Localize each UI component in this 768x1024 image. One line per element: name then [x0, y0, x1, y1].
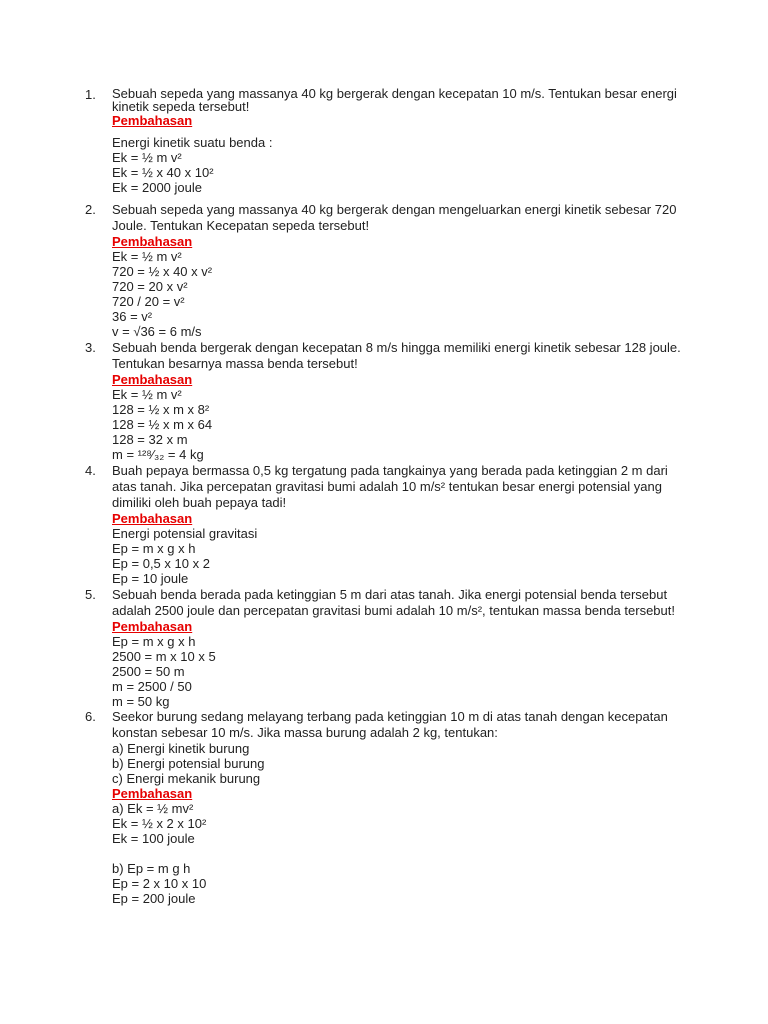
problem-6 — [85, 709, 685, 906]
solution-line: a) Ek = ½ mv² — [112, 801, 194, 816]
problem-number: 4. — [85, 463, 96, 478]
problem-number: 3. — [85, 340, 96, 355]
solution-line: 128 = ½ x m x 64 — [112, 417, 213, 432]
solution-line: Ep = m x g x h — [112, 634, 196, 649]
question-text: Sebuah sepeda yang massanya 40 kg bergerak dengan mengeluarkan energi kinetik sebesar 720 Joule. Tentukan Kecepatan sepeda tersebut! — [112, 202, 677, 233]
solution-line: m = ¹²⁸⁄₃₂ = 4 kg — [112, 447, 204, 462]
problem-number: 1. — [85, 87, 96, 102]
solution-line: 720 / 20 = v² — [112, 294, 185, 309]
subquestion: c) Energi mekanik burung — [112, 771, 261, 786]
solution-line: Ep = 0,5 x 10 x 2 — [112, 556, 210, 571]
solution-line: 2500 = m x 10 x 5 — [112, 649, 216, 664]
solution-line: Ek = ½ m v² — [112, 150, 182, 165]
subquestion: a) Energi kinetik burung — [112, 741, 250, 756]
problem-3 — [85, 340, 685, 462]
solution-line: 720 = 20 x v² — [112, 279, 188, 294]
answer-label: Pembahasan — [112, 619, 193, 634]
solution-line: Energi kinetik suatu benda : — [112, 135, 273, 150]
solution-line: Ep = m x g x h — [112, 541, 196, 556]
question-text: Sebuah benda berada pada ketinggian 5 m dari atas tanah. Jika energi potensial benda tersebut adalah 2500 joule dan percepatan gravitasi bumi adalah 10 m/s², tentukan massa benda tersebut! — [112, 587, 675, 618]
answer-label: Pembahasan — [112, 372, 193, 387]
solution-line: 36 = v² — [112, 309, 153, 324]
answer-label: Pembahasan — [112, 511, 193, 526]
blank-line — [112, 846, 685, 861]
solution-line: m = 2500 / 50 — [112, 679, 192, 694]
solution-line: Ek = 100 joule — [112, 831, 195, 846]
subquestion: b) Energi potensial burung — [112, 756, 265, 771]
problem-2 — [85, 202, 685, 339]
solution-line: b) Ep = m g h — [112, 861, 191, 876]
solution-line: 128 = 32 x m — [112, 432, 188, 447]
solution-line: 128 = ½ x m x 8² — [112, 402, 210, 417]
solution-line: Ep = 2 x 10 x 10 — [112, 876, 207, 891]
problem-5 — [85, 587, 685, 709]
solution-line: Energi potensial gravitasi — [112, 526, 258, 541]
solution-line: Ek = ½ x 40 x 10² — [112, 165, 214, 180]
answer-label: Pembahasan — [112, 234, 193, 249]
question-text: Seekor burung sedang melayang terbang pada ketinggian 10 m di atas tanah dengan kecepatan konstan sebesar 10 m/s. Jika massa burung adalah 2 kg, tentukan: — [112, 709, 668, 740]
solution-line: Ep = 10 joule — [112, 571, 189, 586]
solution-line: Ek = ½ m v² — [112, 249, 182, 264]
solution-line: Ek = 2000 joule — [112, 180, 202, 195]
problem-number: 5. — [85, 587, 96, 602]
solution-line: v = √36 = 6 m/s — [112, 324, 202, 339]
solution-line: Ek = ½ x 2 x 10² — [112, 816, 207, 831]
question-text: Sebuah benda bergerak dengan kecepatan 8 m/s hingga memiliki energi kinetik sebesar 128 joule. Tentukan besarnya massa benda tersebut! — [112, 340, 681, 371]
problem-4 — [85, 463, 685, 586]
problem-number: 2. — [85, 202, 96, 217]
solution-line: Ek = ½ m v² — [112, 387, 182, 402]
question-text: Sebuah sepeda yang massanya 40 kg bergerak dengan kecepatan 10 m/s. Tentukan besar energi kinetik sepeda tersebut! — [112, 86, 677, 114]
problem-1 — [85, 87, 685, 195]
solution-line: m = 50 kg — [112, 694, 170, 709]
answer-label: Pembahasan — [112, 786, 193, 801]
answer-label: Pembahasan — [112, 113, 193, 128]
solution-line: 2500 = 50 m — [112, 664, 185, 679]
solution-line: Ep = 200 joule — [112, 891, 196, 906]
solution-line: 720 = ½ x 40 x v² — [112, 264, 213, 279]
question-text: Buah pepaya bermassa 0,5 kg tergatung pada tangkainya yang berada pada ketinggian 2 m dari atas tanah. Jika percepatan gravitasi bumi adalah 10 m/s² tentukan besar energi potensial yang dimiliki oleh buah pepaya tadi! — [112, 463, 668, 510]
problem-number: 6. — [85, 709, 96, 724]
